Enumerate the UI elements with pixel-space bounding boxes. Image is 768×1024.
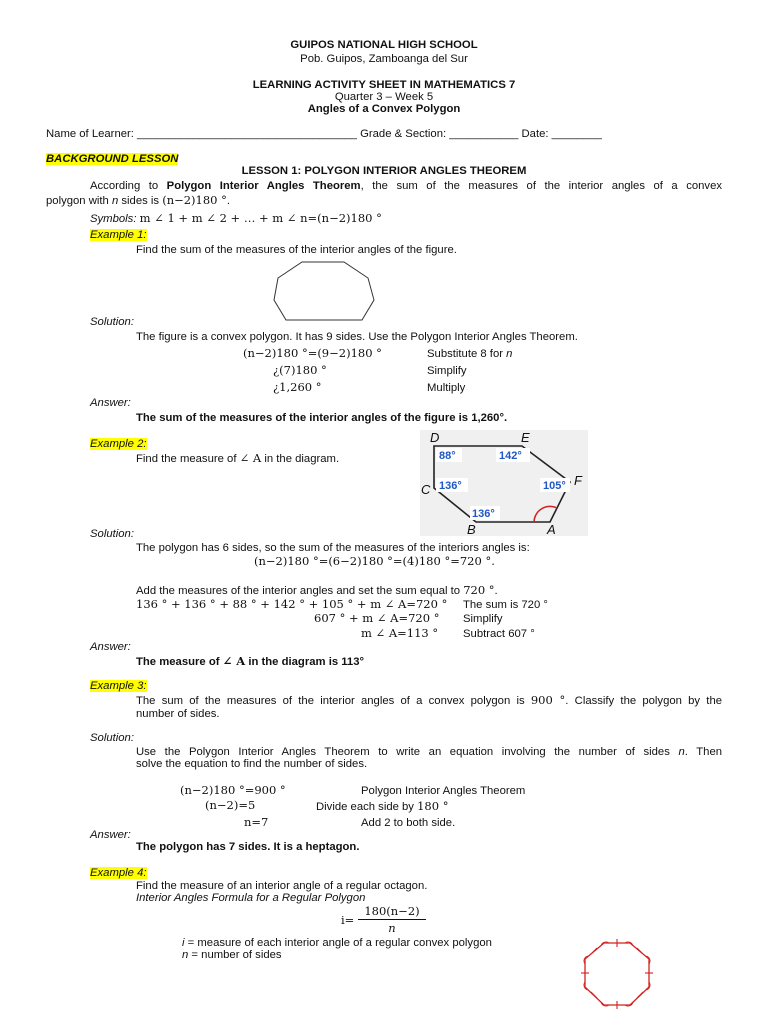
- example-1-label: Example 1:: [90, 229, 147, 241]
- topic-title: Angles of a Convex Polygon: [307, 103, 461, 115]
- quarter-week: Quarter 3 – Week 5: [334, 91, 434, 103]
- example-1-step-1: (n−2)180 °=(9−2)180 °: [243, 346, 382, 360]
- example-2-eq-2-note: Simplify: [463, 613, 503, 625]
- formula-denominator: n: [388, 921, 396, 935]
- example-3-eq-1: (n−2)180 °=900 °: [180, 783, 286, 797]
- angle-b-value: 136°: [472, 508, 495, 520]
- example-2-eq-1: 136 ° + 136 ° + 88 ° + 142 ° + 105 ° + m ∠ A=720 °: [136, 597, 448, 611]
- example-3-eq-1-note: Polygon Interior Angles Theorem: [361, 785, 526, 797]
- example-2-sum: (n−2)180 °=(6−2)180 °=(4)180 °=720 °.: [254, 554, 495, 568]
- symbols-line: Symbols: m ∠ 1 + m ∠ 2 + … + m ∠ n=(n−2)180 °: [90, 211, 382, 225]
- nonagon-figure: [268, 258, 380, 324]
- hexagon-diagram: [420, 430, 588, 536]
- example-3-eq-3-note: Add 2 to both side.: [361, 817, 456, 829]
- example-1-answer: The sum of the measures of the interior angles of the figure is 1,260°.: [136, 412, 508, 424]
- vertex-b-label: B: [467, 522, 476, 537]
- example-3-answer: The polygon has 7 sides. It is a heptagon.: [136, 841, 360, 853]
- vertex-f-label: F: [574, 473, 582, 488]
- angle-f-value: 105°: [543, 480, 566, 492]
- example-3-line-1: The sum of the measures of the interior angles of a convex polygon is 900 °. Classify the polygon by the: [136, 693, 723, 707]
- example-3-line-2: number of sides.: [136, 708, 220, 720]
- example-1-step-3: ¿1,260 °: [273, 380, 322, 394]
- example-3-label: Example 3:: [90, 680, 147, 692]
- angle-e-value: 142°: [499, 450, 522, 462]
- definition-i: i = measure of each interior angle of a regular convex polygon: [182, 937, 492, 949]
- octagon-tick-marks: [581, 939, 653, 1009]
- example-1-prompt: Find the sum of the measures of the interior angles of the figure.: [136, 244, 457, 256]
- background-lesson-label: BACKGROUND LESSON: [46, 153, 179, 165]
- school-name: GUIPOS NATIONAL HIGH SCHOOL: [290, 39, 478, 51]
- intro-line-2: polygon with n sides is (n−2)180 °.: [46, 193, 231, 207]
- example-2-label: Example 2:: [90, 438, 147, 450]
- example-1-step-3-note: Multiply: [427, 382, 466, 394]
- example-1-step-2: ¿(7)180 °: [273, 363, 327, 377]
- formula-lhs: i=: [341, 913, 355, 927]
- formula-fraction-bar: [358, 919, 426, 920]
- vertex-c-label: C: [421, 482, 431, 497]
- example-2-add-text: Add the measures of the interior angles and set the sum equal to 720 °.: [136, 583, 498, 597]
- example-2-answer: The measure of ∠ A in the diagram is 113°: [136, 654, 364, 668]
- angle-c-value: 136°: [439, 480, 462, 492]
- example-1-answer-label: Answer:: [90, 397, 131, 409]
- example-3-eq-2-note: Divide each side by 180 °: [316, 799, 449, 813]
- intro-line-1: According to Polygon Interior Angles Theorem, the sum of the measures of the interior angles of a convex: [90, 180, 722, 192]
- example-4-label: Example 4:: [90, 867, 147, 879]
- example-3-answer-label: Answer:: [90, 829, 131, 841]
- example-3-solution-label: Solution:: [90, 732, 134, 744]
- example-2-prompt: Find the measure of ∠ A in the diagram.: [136, 451, 340, 465]
- example-3-solution-line-2: solve the equation to find the number of sides.: [136, 758, 368, 770]
- sheet-title: LEARNING ACTIVITY SHEET IN MATHEMATICS 7: [252, 79, 516, 91]
- example-2-answer-label: Answer:: [90, 641, 131, 653]
- definition-n: n = number of sides: [182, 949, 282, 961]
- learner-info-line: Name of Learner: ___________________________________ Grade & Section: ___________ Date: ________: [46, 128, 602, 140]
- example-1-solution-text: The figure is a convex polygon. It has 9 sides. Use the Polygon Interior Angles Theorem.: [136, 331, 578, 343]
- example-4-prompt: Find the measure of an interior angle of a regular octagon.: [136, 880, 428, 892]
- example-3-solution-line-1: Use the Polygon Interior Angles Theorem to write an equation involving the number of sides n. Then: [136, 746, 723, 758]
- vertex-d-label: D: [430, 430, 440, 445]
- angle-d-value: 88°: [439, 450, 456, 462]
- regular-octagon-figure: [576, 938, 658, 1012]
- example-2-solution-label: Solution:: [90, 528, 134, 540]
- example-2-eq-1-note: The sum is 720 °: [463, 599, 548, 611]
- example-1-step-2-note: Simplify: [427, 365, 467, 377]
- formula-numerator: 180(n−2): [364, 904, 420, 918]
- example-3-eq-2: (n−2)=5: [205, 798, 256, 812]
- example-2-eq-3-note: Subtract 607 °: [463, 628, 535, 640]
- formula-label: Interior Angles Formula for a Regular Polygon: [136, 892, 366, 904]
- example-3-eq-3: n=7: [244, 815, 269, 829]
- vertex-e-label: E: [521, 430, 530, 445]
- example-2-solution-text: The polygon has 6 sides, so the sum of the measures of the interiors angles is:: [136, 542, 530, 554]
- example-1-step-1-note: Substitute 8 for n: [427, 348, 513, 360]
- example-1-solution-label: Solution:: [90, 316, 134, 328]
- school-address: Pob. Guipos, Zamboanga del Sur: [300, 53, 468, 65]
- example-2-eq-3: m ∠ A=113 °: [361, 626, 439, 640]
- lesson-title: LESSON 1: POLYGON INTERIOR ANGLES THEOREM: [241, 165, 527, 177]
- example-2-eq-2: 607 ° + m ∠ A=720 °: [314, 611, 440, 625]
- vertex-a-label: A: [547, 522, 556, 537]
